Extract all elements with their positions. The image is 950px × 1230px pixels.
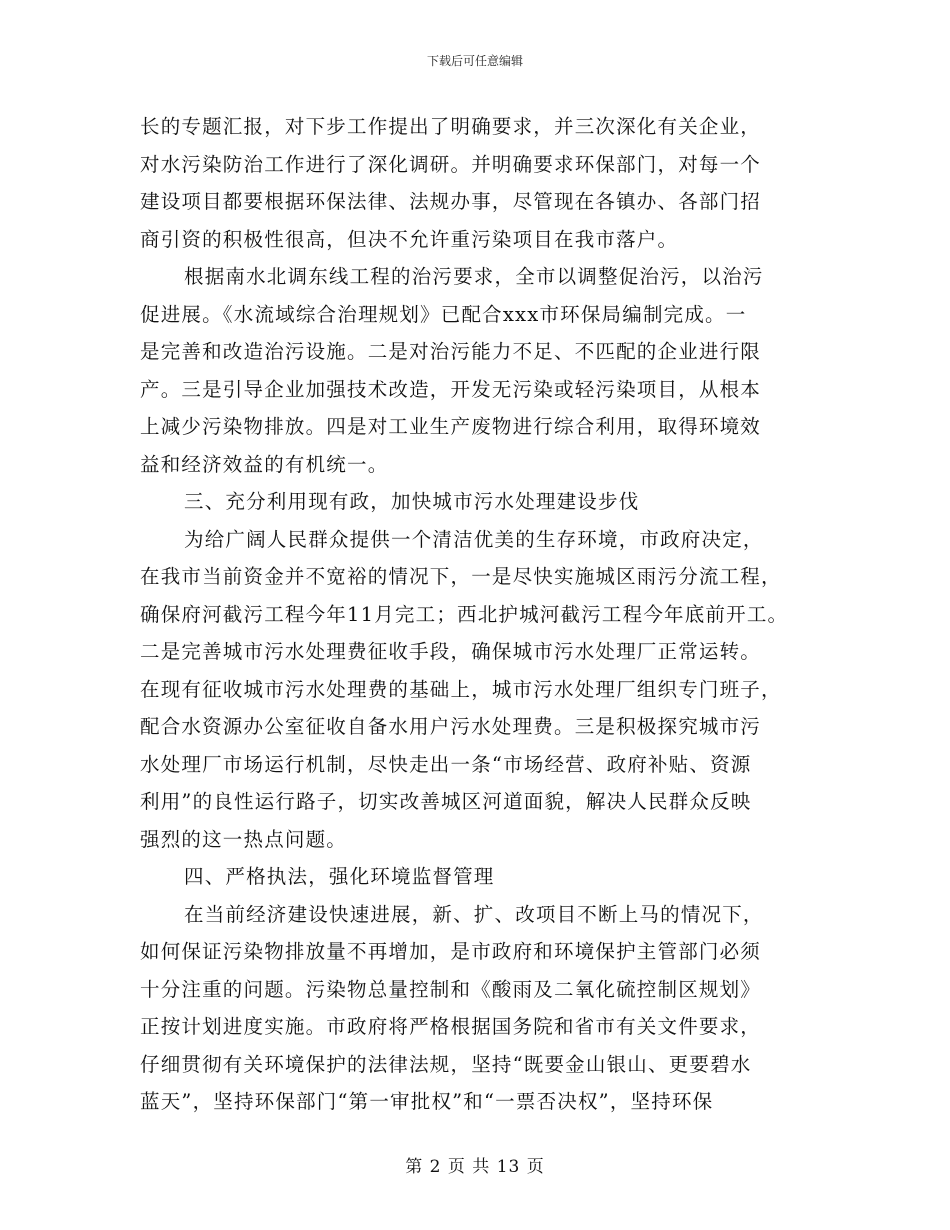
body-line: 产。三是引导企业加强技术改造，开发无污染或轻污染项目，从根本 bbox=[140, 377, 762, 401]
body-line: 强烈的这一热点问题。 bbox=[140, 827, 348, 851]
body-line: 仔细贯彻有关环境保护的法律法规，坚持“既要金山银山、更要碧水 bbox=[140, 1052, 752, 1076]
paragraph-start-line: 根据南水北调东线工程的治污要求，全市以调整促治污，以治污 bbox=[184, 265, 764, 288]
paragraph-start-line: 在当前经济建设快速进展，新、扩、改项目不断上马的情况下， bbox=[184, 902, 764, 926]
body-line: 正按计划进度实施。市政府将严格根据国务院和省市有关文件要求， bbox=[140, 1015, 762, 1038]
body-line: 在我市当前资金并不宽裕的情况下，一是尽快实施城区雨污分流工程， bbox=[140, 565, 782, 588]
body-line: 水处理厂市场运行机制，尽快走出一条“市场经营、政府补贴、资源 bbox=[140, 752, 752, 776]
body-line: 益和经济效益的有机统一。 bbox=[140, 452, 389, 476]
body-line: 在现有征收城市污水处理费的基础上，城市污水处理厂组织专门班子， bbox=[140, 677, 782, 701]
body-line: 商引资的积极性很高，但决不允许重污染项目在我市落户。 bbox=[140, 227, 679, 251]
body-line: 建设项目都要根据环保法律、法规办事，尽管现在各镇办、各部门招 bbox=[140, 190, 762, 213]
section-heading: 三、充分利用现有政，加快城市污水处理建设步伐 bbox=[184, 490, 640, 513]
body-line: 长的专题汇报，对下步工作提出了明确要求，并三次深化有关企业， bbox=[140, 115, 762, 138]
body-line: 十分注重的问题。污染物总量控制和《酸雨及二氧化硫控制区规划》 bbox=[140, 977, 762, 1001]
paragraph-start-line: 为给广阔人民群众提供一个清洁优美的生存环境，市政府决定， bbox=[184, 527, 764, 551]
page-number-footer: 第 2 页 共 13 页 bbox=[405, 1157, 545, 1177]
body-line: 蓝天”，坚持环保部门“第一审批权”和“一票否决权”，坚持环保 bbox=[140, 1090, 714, 1113]
body-line: 上减少污染物排放。四是对工业生产废物进行综合利用，取得环境效 bbox=[140, 415, 762, 438]
header-note: 下载后可任意编辑 bbox=[426, 54, 523, 68]
body-line: 促进展。《水流域综合治理规划》已配合xxx市环保局编制完成。一 bbox=[140, 302, 747, 326]
body-line: 二是完善城市污水处理费征收手段，确保城市污水处理厂正常运转。 bbox=[140, 640, 762, 663]
body-line: 对水污染防治工作进行了深化调研。并明确要求环保部门，对每一个 bbox=[140, 152, 762, 176]
document-body bbox=[140, 108, 820, 1121]
body-line: 配合水资源办公室征收自备水用户污水处理费。三是积极探究城市污 bbox=[140, 715, 762, 738]
body-line: 确保府河截污工程今年11月完工；西北护城河截污工程今年底前开工。 bbox=[140, 602, 789, 626]
body-line: 是完善和改造治污设施。二是对治污能力不足、不匹配的企业进行限 bbox=[140, 340, 762, 363]
body-line: 如何保证污染物排放量不再增加，是市政府和环境保护主管部门必须 bbox=[140, 940, 762, 963]
body-line: 利用”的良性运行路子，切实改善城区河道面貌，解决人民群众反映 bbox=[140, 790, 752, 813]
section-heading: 四、严格执法，强化环境监督管理 bbox=[184, 865, 495, 888]
